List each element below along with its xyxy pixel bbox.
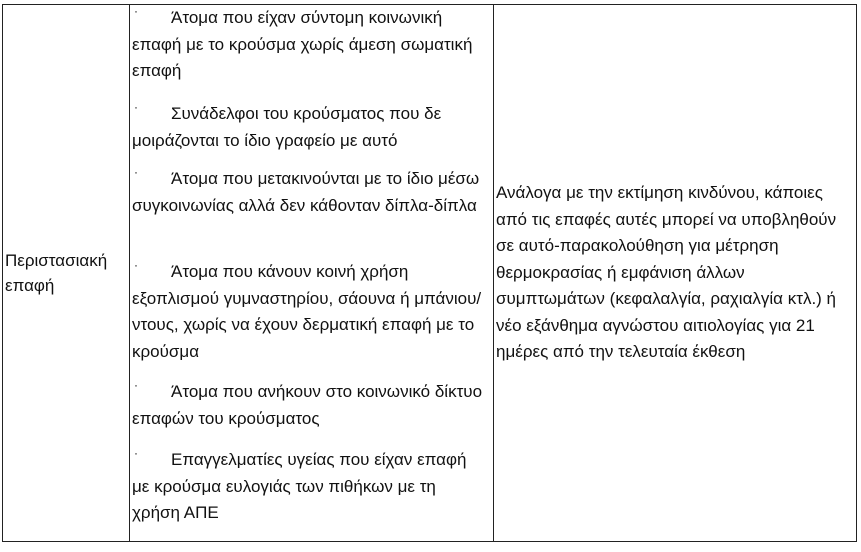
- bullet-icon: ·: [134, 446, 138, 460]
- bullet-icon: ·: [134, 4, 138, 18]
- bullet-icon: ·: [134, 258, 138, 272]
- contact-item-text: Άτομα που μετακινούνται με το ίδιο μέσω συγκοινωνίας αλλά δεν κάθονταν δίπλα-δίπλα: [132, 169, 480, 215]
- category-cell: [3, 5, 130, 541]
- bullet-icon: ·: [134, 100, 138, 114]
- contact-item: [130, 101, 487, 154]
- contact-item-text: Επαγγελματίες υγείας που είχαν επαφή με κρούσμα ευλογιάς των πιθήκων με τη χρήση ΑΠΕ: [132, 450, 467, 522]
- contact-item: [130, 447, 487, 527]
- bullet-icon: ·: [134, 165, 138, 179]
- contact-item: [130, 5, 487, 85]
- contacts-cell: [130, 5, 494, 541]
- contact-classification-table: [2, 4, 857, 542]
- contact-item-text: Άτομα που είχαν σύντομη κοινωνική επαφή με το κρούσμα χωρίς άμεση σωματική επαφή: [132, 8, 473, 80]
- category-label: Περιστασιακή επαφή: [5, 251, 108, 295]
- contact-item-text: Συνάδελφοι του κρούσματος που δε μοιράζονται το ίδιο γραφείο με αυτό: [132, 104, 442, 150]
- recommendation-text: Ανάλογα με την εκτίμηση κινδύνου, κάποιες από τις επαφές αυτές μπορεί να υποβληθούν σε αυτό-παρακολούθηση για μέτρηση θερμοκρασίας ή εμφάνιση άλλων συμπτωμάτων (κεφαλαλγία, ραχιαλγία κτλ.) ή νέο εξάνθημα αγνώστου αιτιολογίας για 21 ημέρες από την τελευταία έκθεση: [496, 183, 837, 362]
- contact-item: [130, 166, 487, 219]
- recommendation-cell: [494, 5, 856, 541]
- contact-item: [130, 259, 487, 365]
- bullet-icon: ·: [134, 378, 138, 392]
- contact-item-text: Άτομα που κάνουν κοινή χρήση εξοπλισμού γυμναστηρίου, σάουνα ή μπάνιου/ντους, χωρίς να έχουν δερματική επαφή με το κρούσμα: [132, 262, 482, 361]
- contact-item-text: Άτομα που ανήκουν στο κοινωνικό δίκτυο επαφών του κρούσματος: [132, 382, 483, 428]
- contact-item: [130, 379, 487, 432]
